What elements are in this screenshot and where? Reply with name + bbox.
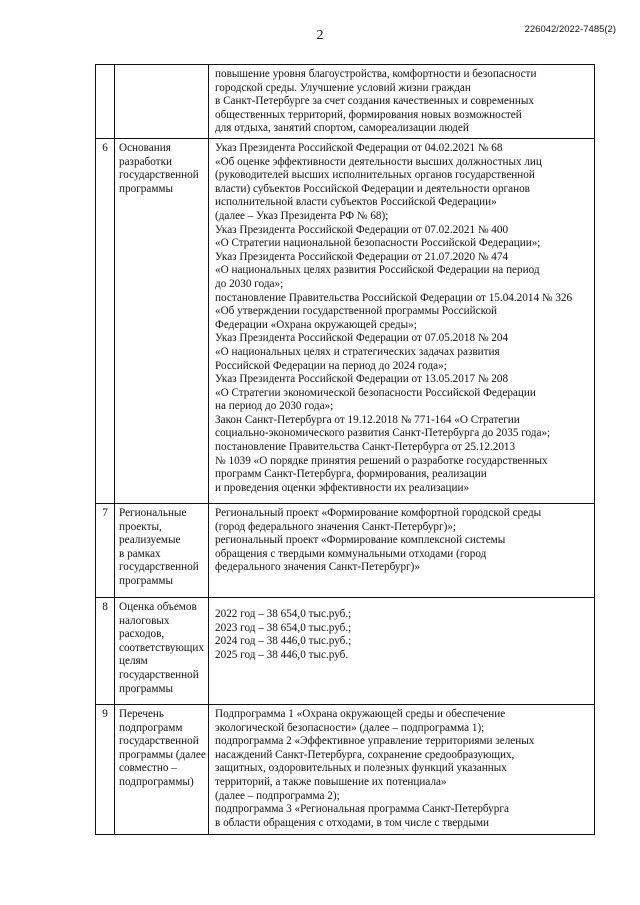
- content-line: на период до 2030 года»;: [215, 400, 334, 413]
- name-line: разработки: [119, 155, 172, 168]
- content-line: (город федерального значения Санкт-Петербург)»;: [215, 520, 457, 533]
- table-row: [96, 598, 595, 705]
- content-line: постановление Правительства Санкт-Петербурга от 25.12.2013: [215, 441, 516, 454]
- name-line: программы: [119, 574, 173, 587]
- row-content: [209, 705, 595, 835]
- content-line: 2022 год – 38 654,0 тыс.руб.;: [215, 608, 352, 620]
- content-line: «О Стратегии экономической безопасности Российской Федерации: [215, 386, 536, 399]
- content-line: Указ Президента Российской Федерации от 04.02.2021 № 68: [215, 142, 503, 154]
- name-line: Региональные: [119, 507, 187, 519]
- content-line: до 2030 года»;: [215, 277, 284, 290]
- content-line: обращения с твердыми коммунальными отходами (город: [215, 547, 487, 560]
- row-number: 8: [96, 598, 115, 705]
- table-row: [96, 139, 595, 504]
- content-line: подпрограмма 2 «Эффективное управление территориями зеленых: [215, 735, 535, 748]
- content-line: в Санкт-Петербурге за счет создания качественных и современных: [215, 95, 534, 108]
- name-line: государственной: [119, 735, 199, 748]
- name-line: в рамках: [119, 547, 161, 560]
- content-line: Указ Президента Российской Федерации от 07.02.2021 № 400: [215, 223, 509, 236]
- row-number: 6: [96, 139, 115, 504]
- content-line: Указ Президента Российской Федерации от 21.07.2020 № 474: [215, 250, 509, 263]
- content-line: городской среды. Улучшение условий жизни граждан: [215, 81, 471, 94]
- content-line: насаждений Санкт-Петербурга, сохранение средообразующих,: [215, 748, 515, 761]
- page-number: 2: [316, 28, 324, 43]
- content-line: «О национальных целях развития Российской Федерации на период: [215, 264, 540, 277]
- row-content: [209, 598, 595, 705]
- document-id: 226042/2022-7485(2): [524, 24, 616, 35]
- name-line: проекты,: [119, 520, 162, 533]
- content-line: общественных территорий, формирования новых возможностей: [215, 108, 522, 121]
- row-name: [115, 598, 209, 705]
- content-line: Указ Президента Российской Федерации от 13.05.2017 № 208: [215, 373, 509, 386]
- name-line: подпрограммы): [119, 775, 194, 788]
- content-line: региональный проект «Формирование комплексной системы: [215, 534, 506, 547]
- content-line: в области обращения с отходами, в том числе с твердыми: [215, 816, 490, 829]
- name-line: программы: [119, 182, 173, 195]
- name-line: налоговых: [119, 614, 170, 627]
- row-content: [209, 504, 595, 598]
- row-number: [96, 65, 115, 139]
- table-row: [96, 705, 595, 835]
- content-line: № 1039 «О порядке принятия решений о разработке государственных: [215, 454, 548, 467]
- row-name: [115, 139, 209, 504]
- content-line: (руководителей высших исполнительных органов государственной: [215, 169, 535, 182]
- content-line: для отдыха, занятий спортом, самореализации людей: [215, 122, 469, 135]
- name-line: целям: [119, 655, 148, 668]
- name-line: государственной: [119, 169, 199, 182]
- row-number: 9: [96, 705, 115, 835]
- name-line: программы (далее: [119, 748, 206, 761]
- content-line: 2025 год – 38 446,0 тыс.руб.: [215, 648, 349, 661]
- name-line: подпрограмм: [119, 721, 183, 734]
- program-passport-table: [95, 64, 595, 835]
- content-line: постановление Правительства Российской Федерации от 15.04.2014 № 326: [215, 291, 573, 304]
- row-content: [209, 65, 595, 139]
- content-line: власти) субъектов Российской Федерации и деятельности органов: [215, 182, 530, 195]
- content-line: территорий, а также повышение их потенциала»: [215, 775, 447, 788]
- content-line: Подпрограмма 1 «Охрана окружающей среды и обеспечение: [215, 708, 506, 720]
- row-content: [209, 139, 595, 504]
- row-name: [115, 705, 209, 835]
- content-line: 2024 год – 38 446,0 тыс.руб.;: [215, 635, 352, 648]
- content-line: Федерации «Охрана окружающей среды»;: [215, 318, 417, 331]
- content-line: защитных, оздоровительных и полезных функций указанных: [215, 762, 507, 775]
- content-line: «Об оценке эффективности деятельности высших должностных лиц: [215, 155, 542, 168]
- content-line: (далее – Указ Президента РФ № 68);: [215, 209, 389, 222]
- name-line: программы: [119, 682, 173, 695]
- content-line: «Об утверждении государственной программы Российской: [215, 305, 498, 318]
- content-line: экологической безопасности» (далее – подпрограмма 1);: [215, 721, 485, 734]
- content-line: Закон Санкт-Петербурга от 19.12.2018 № 771-164 «О Стратегии: [215, 413, 520, 426]
- content-line: «О Стратегии национальной безопасности Российской Федерации»;: [215, 237, 541, 250]
- content-line: 2023 год – 38 654,0 тыс.руб.;: [215, 621, 352, 634]
- content-line: «О национальных целях и стратегических задачах развития: [215, 345, 500, 358]
- name-line: государственной: [119, 668, 199, 681]
- table-row: [96, 504, 595, 598]
- row-number: 7: [96, 504, 115, 598]
- row-name: [115, 65, 209, 139]
- content-line: программ Санкт-Петербурга, формирования, реализации: [215, 468, 487, 481]
- name-line: Основания: [119, 142, 171, 154]
- content-line: Региональный проект «Формирование комфортной городской среды: [215, 507, 542, 519]
- content-line: повышение уровня благоустройства, комфортности и безопасности: [215, 68, 537, 80]
- content-line: исполнительной власти субъектов Российской Федерации»: [215, 196, 497, 209]
- name-line: совместно –: [119, 762, 177, 775]
- content-line: Указ Президента Российской Федерации от 07.05.2018 № 204: [215, 332, 509, 345]
- table-row: [96, 65, 595, 139]
- content-line: федерального значения Санкт-Петербург)»: [215, 561, 420, 574]
- content-line: социально-экономического развития Санкт-Петербурга до 2035 года»;: [215, 427, 551, 440]
- content-line: (далее – подпрограмма 2);: [215, 789, 340, 802]
- name-line: государственной: [119, 561, 199, 574]
- name-line: Перечень: [119, 708, 165, 720]
- content-line: и проведения оценки эффективности их реализации»: [215, 481, 470, 494]
- name-line: реализуемые: [119, 534, 181, 547]
- content-line: Российской Федерации на период до 2024 года»;: [215, 359, 447, 372]
- name-line: соответствующих: [119, 641, 205, 654]
- name-line: Оценка объемов: [119, 601, 197, 613]
- row-name: [115, 504, 209, 598]
- name-line: расходов,: [119, 628, 165, 641]
- content-line: подпрограмма 3 «Региональная программа Санкт-Петербурга: [215, 803, 509, 816]
